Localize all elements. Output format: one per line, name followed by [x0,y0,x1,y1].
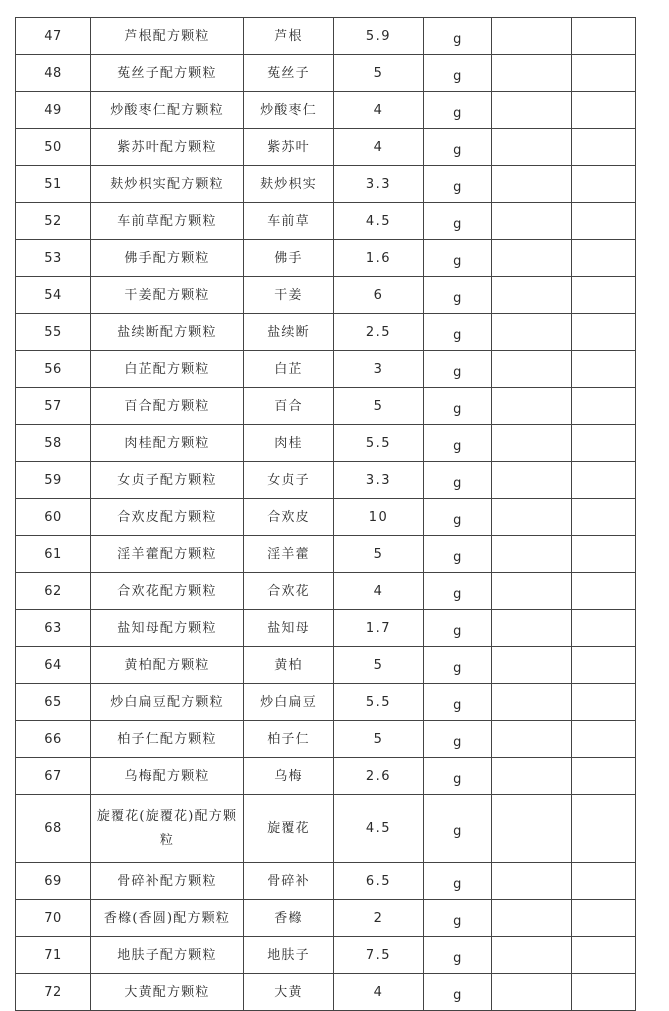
table-row [16,721,636,758]
empty-cell [492,795,572,863]
empty-cell [492,314,572,351]
herb-name: 麸炒枳实 [244,166,334,203]
empty-cell [492,863,572,900]
product-name: 大黄配方颗粒 [91,974,244,1011]
formula-granule-table [15,17,636,1011]
empty-cell [572,314,636,351]
row-number: 69 [16,863,91,900]
table-row [16,684,636,721]
table-row [16,610,636,647]
herb-name: 肉桂 [244,425,334,462]
dose-value: 5.5 [334,684,424,721]
empty-cell [492,277,572,314]
empty-cell [572,721,636,758]
dose-unit: g [424,425,492,462]
herb-name: 乌梅 [244,758,334,795]
herb-name: 炒酸枣仁 [244,92,334,129]
empty-cell [492,55,572,92]
empty-cell [572,388,636,425]
dose-unit: g [424,462,492,499]
empty-cell [572,166,636,203]
herb-name: 车前草 [244,203,334,240]
empty-cell [492,721,572,758]
empty-cell [492,92,572,129]
table-row [16,240,636,277]
row-number: 60 [16,499,91,536]
dose-unit: g [424,758,492,795]
row-number: 54 [16,277,91,314]
row-number: 62 [16,573,91,610]
empty-cell [572,795,636,863]
dose-unit: g [424,388,492,425]
herb-name: 合欢花 [244,573,334,610]
row-number: 72 [16,974,91,1011]
row-number: 61 [16,536,91,573]
product-name: 菟丝子配方颗粒 [91,55,244,92]
row-number: 71 [16,937,91,974]
product-name: 肉桂配方颗粒 [91,425,244,462]
dose-value: 5 [334,388,424,425]
dose-value: 5 [334,536,424,573]
table-row [16,573,636,610]
table-row [16,974,636,1011]
product-name: 柏子仁配方颗粒 [91,721,244,758]
dose-value: 1.6 [334,240,424,277]
table-row [16,863,636,900]
product-name: 地肤子配方颗粒 [91,937,244,974]
dose-unit: g [424,92,492,129]
empty-cell [572,647,636,684]
empty-cell [572,18,636,55]
dose-value: 1.7 [334,610,424,647]
empty-cell [572,536,636,573]
empty-cell [572,610,636,647]
table-row [16,129,636,166]
dose-unit: g [424,129,492,166]
herb-name: 大黄 [244,974,334,1011]
table-row [16,536,636,573]
dose-value: 6 [334,277,424,314]
dose-unit: g [424,351,492,388]
dose-unit: g [424,900,492,937]
dose-value: 4.5 [334,203,424,240]
product-name: 盐知母配方颗粒 [91,610,244,647]
empty-cell [492,758,572,795]
dose-unit: g [424,203,492,240]
empty-cell [492,536,572,573]
empty-cell [572,129,636,166]
row-number: 65 [16,684,91,721]
product-name: 白芷配方颗粒 [91,351,244,388]
dose-value: 5 [334,721,424,758]
herb-name: 芦根 [244,18,334,55]
dose-unit: g [424,277,492,314]
row-number: 68 [16,795,91,863]
table-body [16,18,636,1011]
product-name: 合欢花配方颗粒 [91,573,244,610]
empty-cell [492,900,572,937]
herb-name: 菟丝子 [244,55,334,92]
dose-unit: g [424,721,492,758]
dose-unit: g [424,937,492,974]
dose-value: 2 [334,900,424,937]
row-number: 59 [16,462,91,499]
dose-unit: g [424,647,492,684]
empty-cell [492,388,572,425]
empty-cell [492,203,572,240]
dose-unit: g [424,573,492,610]
herb-name: 淫羊藿 [244,536,334,573]
dose-unit: g [424,536,492,573]
product-name: 乌梅配方颗粒 [91,758,244,795]
empty-cell [492,351,572,388]
product-name: 车前草配方颗粒 [91,203,244,240]
empty-cell [572,277,636,314]
row-number: 57 [16,388,91,425]
dose-unit: g [424,55,492,92]
dose-value: 2.6 [334,758,424,795]
product-name: 合欢皮配方颗粒 [91,499,244,536]
row-number: 70 [16,900,91,937]
product-name: 芦根配方颗粒 [91,18,244,55]
herb-name: 女贞子 [244,462,334,499]
document-page [15,17,636,1011]
empty-cell [492,18,572,55]
table-row [16,900,636,937]
dose-unit: g [424,863,492,900]
empty-cell [572,937,636,974]
empty-cell [492,647,572,684]
empty-cell [492,684,572,721]
empty-cell [492,425,572,462]
table-row [16,92,636,129]
empty-cell [572,462,636,499]
herb-name: 紫苏叶 [244,129,334,166]
table-row [16,937,636,974]
product-name: 佛手配方颗粒 [91,240,244,277]
product-name: 香橼(香圆)配方颗粒 [91,900,244,937]
herb-name: 佛手 [244,240,334,277]
empty-cell [572,573,636,610]
empty-cell [492,937,572,974]
product-name: 炒酸枣仁配方颗粒 [91,92,244,129]
empty-cell [572,240,636,277]
product-name: 百合配方颗粒 [91,388,244,425]
table-row [16,647,636,684]
table-row [16,277,636,314]
dose-unit: g [424,240,492,277]
empty-cell [572,499,636,536]
table-row [16,499,636,536]
row-number: 63 [16,610,91,647]
herb-name: 旋覆花 [244,795,334,863]
herb-name: 干姜 [244,277,334,314]
table-row [16,55,636,92]
product-name: 旋覆花(旋覆花)配方颗粒 [91,795,244,863]
dose-value: 6.5 [334,863,424,900]
empty-cell [572,55,636,92]
product-name: 炒白扁豆配方颗粒 [91,684,244,721]
dose-value: 3.3 [334,462,424,499]
row-number: 55 [16,314,91,351]
product-name: 干姜配方颗粒 [91,277,244,314]
dose-value: 5.9 [334,18,424,55]
product-name: 淫羊藿配方颗粒 [91,536,244,573]
row-number: 58 [16,425,91,462]
table-row [16,166,636,203]
empty-cell [572,684,636,721]
dose-value: 5 [334,55,424,92]
product-name: 紫苏叶配方颗粒 [91,129,244,166]
empty-cell [492,166,572,203]
empty-cell [572,863,636,900]
herb-name: 白芷 [244,351,334,388]
herb-name: 盐知母 [244,610,334,647]
dose-unit: g [424,166,492,203]
dose-unit: g [424,684,492,721]
row-number: 51 [16,166,91,203]
product-name: 女贞子配方颗粒 [91,462,244,499]
empty-cell [572,974,636,1011]
table-row [16,425,636,462]
dose-value: 4 [334,573,424,610]
row-number: 67 [16,758,91,795]
row-number: 49 [16,92,91,129]
dose-value: 7.5 [334,937,424,974]
empty-cell [492,573,572,610]
dose-value: 10 [334,499,424,536]
empty-cell [492,610,572,647]
dose-unit: g [424,974,492,1011]
empty-cell [492,240,572,277]
empty-cell [572,351,636,388]
empty-cell [492,499,572,536]
row-number: 53 [16,240,91,277]
table-row [16,388,636,425]
dose-unit: g [424,499,492,536]
dose-value: 3.3 [334,166,424,203]
product-name: 黄柏配方颗粒 [91,647,244,684]
empty-cell [572,92,636,129]
row-number: 47 [16,18,91,55]
herb-name: 黄柏 [244,647,334,684]
herb-name: 盐续断 [244,314,334,351]
herb-name: 炒白扁豆 [244,684,334,721]
table-row [16,758,636,795]
dose-value: 5.5 [334,425,424,462]
dose-value: 4.5 [334,795,424,863]
dose-unit: g [424,795,492,863]
empty-cell [492,974,572,1011]
table-row [16,351,636,388]
row-number: 50 [16,129,91,166]
dose-value: 4 [334,92,424,129]
herb-name: 骨碎补 [244,863,334,900]
row-number: 56 [16,351,91,388]
product-name: 麸炒枳实配方颗粒 [91,166,244,203]
empty-cell [572,203,636,240]
empty-cell [492,129,572,166]
dose-value: 3 [334,351,424,388]
herb-name: 地肤子 [244,937,334,974]
row-number: 48 [16,55,91,92]
row-number: 64 [16,647,91,684]
dose-value: 2.5 [334,314,424,351]
product-name: 盐续断配方颗粒 [91,314,244,351]
row-number: 52 [16,203,91,240]
dose-unit: g [424,18,492,55]
herb-name: 柏子仁 [244,721,334,758]
row-number: 66 [16,721,91,758]
table-row [16,462,636,499]
empty-cell [572,425,636,462]
product-name: 骨碎补配方颗粒 [91,863,244,900]
herb-name: 合欢皮 [244,499,334,536]
herb-name: 百合 [244,388,334,425]
herb-name: 香橼 [244,900,334,937]
empty-cell [572,900,636,937]
table-row [16,314,636,351]
empty-cell [572,758,636,795]
table-row [16,795,636,863]
dose-value: 4 [334,129,424,166]
dose-value: 5 [334,647,424,684]
dose-value: 4 [334,974,424,1011]
table-row [16,18,636,55]
empty-cell [492,462,572,499]
dose-unit: g [424,314,492,351]
dose-unit: g [424,610,492,647]
table-row [16,203,636,240]
